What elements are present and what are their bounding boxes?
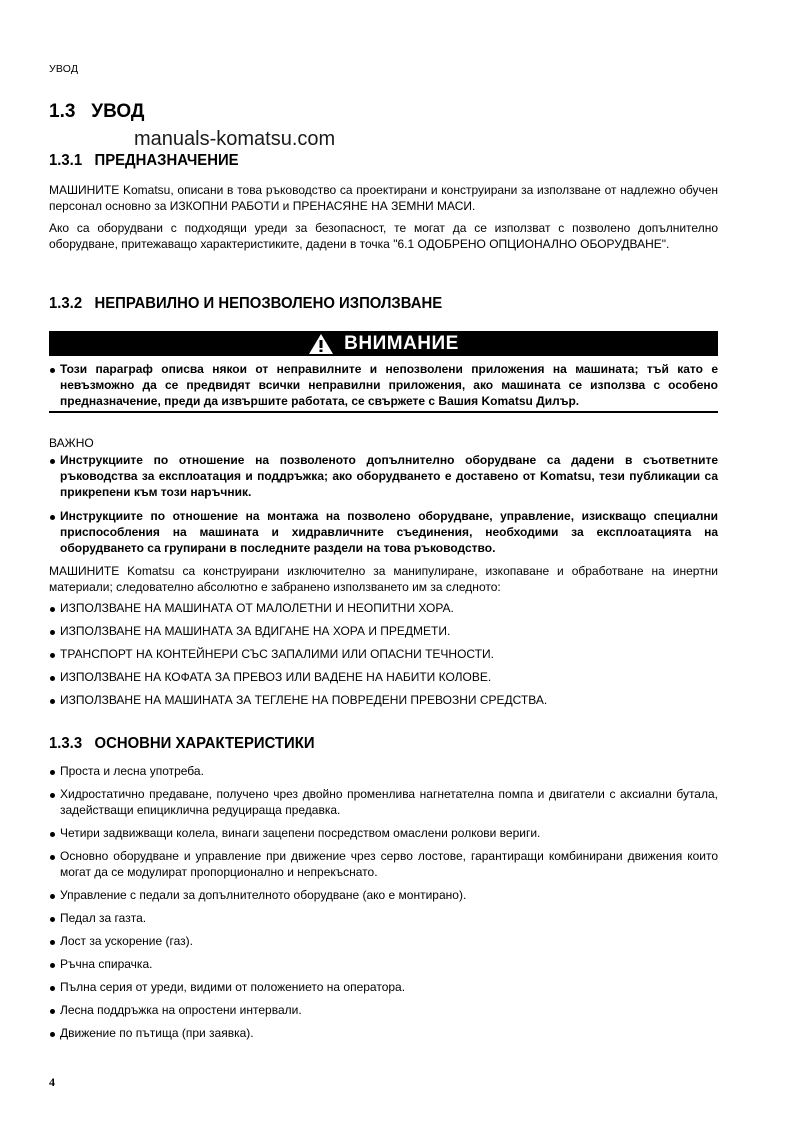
important-item: Инструкциите по отношение на позволеното допълнително оборудване са дадени в съответните ръководства за експлоатация и поддръжка; ако оборудването е доставено от Komatsu, тези публикации са прикрепени към този наръчник. xyxy=(49,452,718,500)
prohibited-item: ТРАНСПОРТ НА КОНТЕЙНЕРИ СЪС ЗАПАЛИМИ ИЛИ ОПАСНИ ТЕЧНОСТИ. xyxy=(49,646,718,662)
warning-list xyxy=(49,361,718,409)
feature-item: Лесна поддръжка на опростени интервали. xyxy=(49,1002,718,1018)
prohibited-item: ИЗПОЛЗВАНЕ НА МАШИНАТА ЗА ВДИГАНЕ НА ХОРА И ПРЕДМЕТИ. xyxy=(49,623,718,639)
paragraph-prohibited-intro: МАШИНИТЕ Komatsu са конструирани изключително за манипулиране, изкопаване и обработване на инертни материали; следователно абсолютно е забранено използването им за следното: xyxy=(49,564,718,594)
warning-title: ВНИМАНИЕ xyxy=(344,332,459,354)
heading-improper-use: 1.3.2 НЕПРАВИЛНО И НЕПОЗВОЛЕНО ИЗПОЛЗВАНЕ xyxy=(49,295,443,312)
prohibited-item: ИЗПОЛЗВАНЕ НА МАШИНАТА ЗА ТЕГЛЕНЕ НА ПОВРЕДЕНИ ПРЕВОЗНИ СРЕДСТВА. xyxy=(49,692,718,708)
feature-item: Движение по пътища (при заявка). xyxy=(49,1025,718,1041)
prohibited-item: ИЗПОЛЗВАНЕ НА МАШИНАТА ОТ МАЛОЛЕТНИ И НЕОПИТНИ ХОРА. xyxy=(49,600,718,616)
paragraph-purpose-2: Ако са оборудвани с подходящи уреди за безопасност, те могат да се използват с позволено допълнително оборудване, притежаващо характеристиките, дадени в точка "6.1 ОДОБРЕНО ОПЦИОНАЛНО ОБОРУДВАНЕ". xyxy=(49,221,718,251)
paragraph-purpose-1: МАШИНИТЕ Komatsu, описани в това ръководство са проектирани и конструирани за използване от надлежно обучен персонал основно за ИЗКОПНИ РАБОТИ и ПРЕНАСЯНЕ НА ЗЕМНИ МАСИ. xyxy=(49,183,718,213)
warning-banner xyxy=(49,331,718,356)
watermark: manuals-komatsu.com xyxy=(134,128,336,150)
feature-item: Лост за ускорение (газ). xyxy=(49,933,718,949)
important-label: ВАЖНО xyxy=(49,436,94,450)
feature-item: Педал за газта. xyxy=(49,910,718,926)
running-head: УВОД xyxy=(49,63,79,75)
feature-item: Пълна серия от уреди, видими от положението на оператора. xyxy=(49,979,718,995)
feature-item: Проста и лесна употреба. xyxy=(49,763,718,779)
feature-item: Хидростатично предаване, получено чрез двойно променлива нагнетателна помпа и двигатели с аксиални бутала, задействащи епициклична редуцираща предавка. xyxy=(49,786,718,818)
feature-item: Основно оборудване и управление при движение чрез серво лостове, гарантиращи комбинирани движения които могат да се модулират пропорционално и непрекъснато. xyxy=(49,848,718,880)
important-list xyxy=(49,452,718,556)
feature-item: Четири задвижващи колела, винаги зацепени посредством омаслени ролкови вериги. xyxy=(49,825,718,841)
heading-purpose: 1.3.1 ПРЕДНАЗНАЧЕНИЕ xyxy=(49,152,239,169)
important-item: Инструкциите по отношение на монтажа на позволено оборудване, управление, изискващо специални приспособления на машината и хидравличните съединения, необходими за експлоатацията на оборудването са групирани в последните раздели на това ръководство. xyxy=(49,508,718,556)
prohibited-item: ИЗПОЛЗВАНЕ НА КОФАТА ЗА ПРЕВОЗ ИЛИ ВАДЕНЕ НА НАБИТИ КОЛОВЕ. xyxy=(49,669,718,685)
warning-divider xyxy=(49,411,718,413)
warning-triangle-icon xyxy=(308,333,334,355)
warning-item: Този параграф описва някои от неправилните и непозволени приложения на машината; тъй като е невъзможно да се предвидят всички неправилни приложения, ако машината се използва с особено предназначение, преди да извършите работата, се свържете с Вашия Komatsu Дилър. xyxy=(49,361,718,409)
prohibited-list xyxy=(49,600,718,708)
section-title: 1.3 УВОД xyxy=(49,101,145,122)
heading-main-features: 1.3.3 ОСНОВНИ ХАРАКТЕРИСТИКИ xyxy=(49,735,315,752)
page-number: 4 xyxy=(49,1075,55,1089)
feature-item: Ръчна спирачка. xyxy=(49,956,718,972)
feature-item: Управление с педали за допълнителното оборудване (ако е монтирано). xyxy=(49,887,718,903)
features-list xyxy=(49,763,718,1041)
